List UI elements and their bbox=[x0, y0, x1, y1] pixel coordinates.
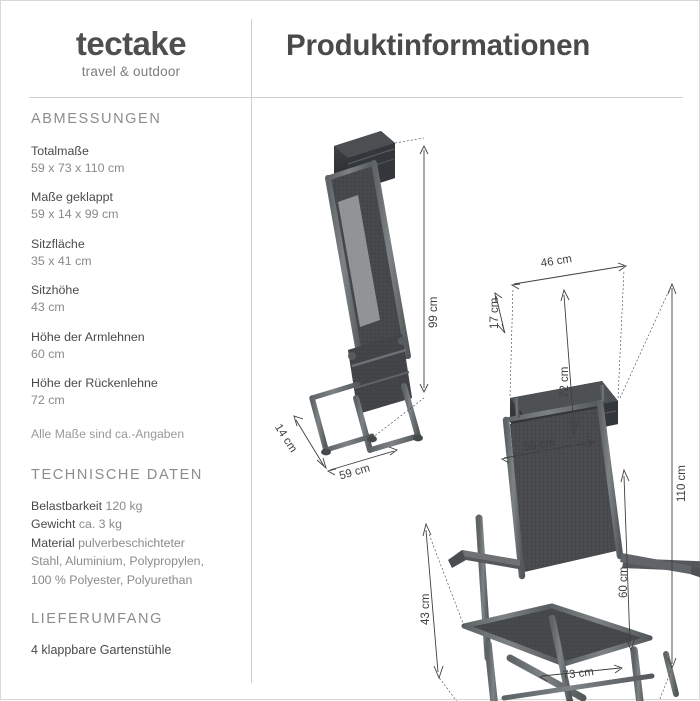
tech-label: Gewicht bbox=[31, 517, 76, 532]
tech-label: Material bbox=[31, 535, 75, 550]
chair-diagram bbox=[252, 98, 700, 701]
tech-value: 120 kg bbox=[105, 498, 143, 513]
spec-value: 59 x 73 x 110 cm bbox=[31, 160, 125, 175]
list-item bbox=[31, 236, 243, 269]
tech-label: Belastbarkeit bbox=[31, 498, 103, 513]
callout-headrest-height: 17 cm bbox=[489, 297, 501, 329]
section-heading-dimensions: ABMESSUNGEN bbox=[31, 111, 162, 127]
list-item bbox=[31, 329, 243, 362]
spec-label: Höhe der Rückenlehne bbox=[31, 376, 158, 391]
open-chair-graphic bbox=[448, 366, 700, 701]
list-item bbox=[31, 515, 243, 533]
specs-column bbox=[31, 111, 243, 657]
spec-label: Maße geklappt bbox=[31, 190, 113, 205]
list-item bbox=[31, 282, 243, 315]
spec-label: Totalmaße bbox=[31, 144, 89, 158]
page-title: Produktinformationen bbox=[286, 29, 591, 62]
callout-seat-height: 43 cm bbox=[420, 593, 432, 625]
callout-total-height: 110 cm bbox=[676, 465, 688, 502]
spec-value: 43 cm bbox=[31, 300, 65, 315]
dimensions-note: Alle Maße sind ca.-Angaben bbox=[31, 426, 185, 441]
section-heading-delivery: LIEFERUMFANG bbox=[31, 611, 163, 627]
tech-value: 100 % Polyester, Polyurethan bbox=[31, 572, 193, 587]
list-item bbox=[31, 571, 243, 589]
list-item bbox=[31, 375, 243, 408]
callout-armrest-height: 60 cm bbox=[618, 566, 630, 598]
brand-logo bbox=[31, 27, 231, 79]
spec-value: 35 x 41 cm bbox=[31, 253, 92, 268]
callout-folded-height: 99 cm bbox=[428, 296, 440, 328]
list-item bbox=[31, 189, 243, 222]
brand-tagline: travel & outdoor bbox=[81, 64, 181, 79]
list-item bbox=[31, 534, 243, 552]
spec-label: Höhe der Armlehnen bbox=[31, 329, 145, 344]
spec-label: Sitzfläche bbox=[31, 236, 85, 251]
section-heading-technical: TECHNISCHE DATEN bbox=[31, 466, 203, 483]
product-illustration bbox=[252, 98, 700, 701]
callout-backrest-height: 72 cm bbox=[559, 366, 571, 398]
divider-left bbox=[29, 97, 251, 98]
brand-name: tectake bbox=[75, 25, 187, 62]
callout-folded-width: 59 cm bbox=[338, 462, 372, 483]
spec-value: 60 cm bbox=[31, 346, 65, 361]
callout-folded-depth: 14 cm bbox=[271, 422, 300, 455]
delivery-text: 4 klappbare Gartenstühle bbox=[31, 643, 172, 657]
list-item bbox=[31, 143, 243, 176]
tech-value: pulverbeschichteter bbox=[78, 535, 185, 550]
callout-total-depth: 73 cm bbox=[562, 666, 595, 682]
spec-label: Sitzhöhe bbox=[31, 283, 80, 298]
folded-chair-graphic bbox=[312, 131, 423, 455]
spec-value: 59 x 14 x 99 cm bbox=[31, 207, 119, 222]
tech-value: Stahl, Aluminium, Polypropylen, bbox=[31, 554, 204, 569]
list-item bbox=[31, 497, 243, 515]
callout-headrest-width: 46 cm bbox=[540, 253, 573, 270]
list-item bbox=[31, 552, 243, 570]
callout-seat-width: 59 cm bbox=[523, 436, 556, 454]
spec-value: 72 cm bbox=[31, 393, 65, 408]
tech-value: ca. 3 kg bbox=[78, 517, 122, 532]
